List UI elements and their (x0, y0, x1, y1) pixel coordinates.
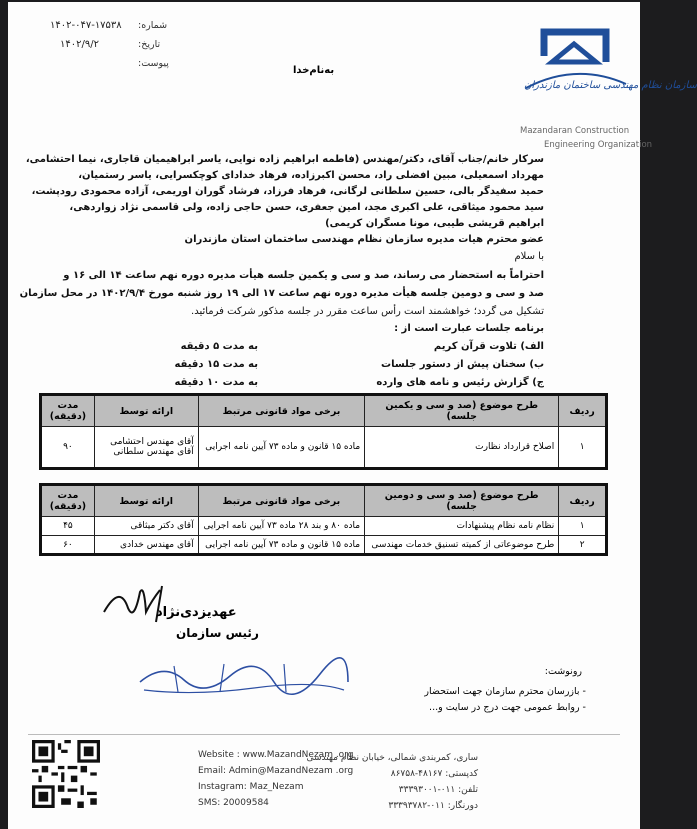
org-logo (516, 22, 697, 122)
row-number: ۲ (559, 536, 607, 555)
footer-sms: SMS: 20009584 (198, 798, 269, 808)
table-header-row (41, 395, 607, 427)
org-name-fa: سازمان نظام مهندسی ساختمان مازندران (524, 80, 697, 91)
table-row (41, 517, 607, 536)
col-header-duration: مدت (دقیقه) (41, 485, 95, 517)
program-item-2: ب) سخنان پیش از دستور جلسات (381, 359, 544, 370)
footer-phone: تلفن: ۰۱۱-۳۳۳۹۳۰۰۱ (398, 785, 478, 795)
col-header-row-number: ردیف (559, 395, 607, 427)
date-label: تاریخ: (138, 39, 161, 50)
col-header-duration: مدت (دقیقه) (41, 395, 95, 427)
col-header-subject: طرح موضوع (صد و سی و دومین جلسه) (365, 485, 559, 517)
org-name-en-2: Engineering Organization (544, 140, 653, 150)
col-header-subject: طرح موضوع (صد و سی و یکمین جلسه) (365, 395, 559, 427)
program-item-1: الف) تلاوت قرآن کریم (433, 341, 544, 352)
col-header-presenter: ارائه توسط (94, 395, 198, 427)
table-row (41, 536, 607, 555)
row-number: ۱ (559, 427, 607, 469)
paragraph-line-3: تشکیل می گردد؛ خواهشمند است رأس ساعت مقرر در جلسه مذکور شرکت فرمائید. (191, 306, 544, 317)
paragraph-line-2: صد و سی و دومین جلسه هیأت مدیره دوره نهم ساعت ۱۷ الی ۱۹ روز شنبه مورخ ۱۴۰۲/۹/۴ در محل سازمان (19, 288, 544, 299)
row-legal: ماده ۱۵ قانون و ماده ۷۳ آیین نامه اجرایی (198, 427, 365, 469)
col-header-legal: برخی مواد قانونی مرتبط (198, 485, 365, 517)
row-duration: ۴۵ (41, 517, 95, 536)
table-header-row (41, 485, 607, 517)
paragraph-line-1: احتراماً به استحضار می رساند، صد و سی و یکمین جلسه هیأت مدیره دوره نهم ساعت ۱۴ الی ۱۶ و (63, 270, 544, 281)
cc-title: رونوشت: (544, 666, 582, 677)
number-label: شماره: (138, 20, 168, 31)
footer-address: ساری، کمربندی شمالی، خیابان نظام مهندسی (306, 753, 478, 763)
recipient-line-1: سرکار خانم/جناب آقای، دکتر/مهندس (فاطمه ابراهیم زاده نوایی، یاسر ابراهیمیان قاجاری، نیما احتشامی، (25, 154, 544, 165)
footer-website[interactable]: Website : www.MazandNezam .org (198, 750, 354, 760)
col-header-presenter: ارائه توسط (94, 485, 198, 517)
program-duration-1: به مدت ۵ دقیقه (180, 341, 258, 352)
col-header-legal: برخی مواد قانونی مرتبط (198, 395, 365, 427)
presenter-1: آقای مهندس احتشامی (110, 437, 194, 447)
program-item-3: ج) گزارش رئیس و نامه های وارده (376, 377, 544, 388)
row-subject: نظام نامه نظام پیشنهادات (365, 517, 559, 536)
row-legal: ماده ۱۵ قانون و ماده ۷۳ آیین نامه اجرایی (198, 536, 365, 555)
signer-title: رئیس سازمان (176, 626, 259, 640)
letter-date: ۱۴۰۲/۹/۲ (60, 39, 99, 50)
org-name-en-1: Mazandaran Construction (520, 126, 630, 136)
row-duration: ۶۰ (41, 536, 95, 555)
footer-divider (28, 734, 620, 735)
recipient-line-5: ابراهیم قریشی طیبی، مونا مسگران کریمی) (325, 218, 544, 229)
row-subject: طرح موضوعاتی از کمیته تسنیق خدمات مهندسی (365, 536, 559, 555)
program-title: برنامه جلسات عبارت است از : (394, 323, 544, 334)
footer-postal-code: کدپستی: ۴۸۱۶۷-۸۶۷۵۸ (390, 769, 478, 779)
presenter-2: آقای مهندس سلطانی (113, 447, 194, 457)
row-presenter (94, 427, 198, 469)
cc-line-2: - روابط عمومی جهت درج در سایت و... (429, 702, 586, 713)
row-presenter: آقای دکتر میثاقی (94, 517, 198, 536)
letter-number: ۱۴۰۲-۰۴۷-۱۷۵۳۸ (50, 20, 122, 31)
row-subject: اصلاح قرارداد نظارت (365, 427, 559, 469)
col-header-row-number: ردیف (559, 485, 607, 517)
qr-code-icon[interactable] (32, 740, 100, 808)
cc-line-1: - بازرسان محترم سازمان جهت استحضار (424, 686, 586, 697)
row-duration: ۹۰ (41, 427, 95, 469)
recipient-line-2: مهرداد اسمعیلی، مبین افضلی راد، محسن اکبرزاده، فرهاد خدادای کوچکسرایی، یاسر رستمیان، (78, 170, 544, 181)
footer-email[interactable]: Email: Admin@MazandNezam .org (198, 766, 354, 776)
program-duration-3: به مدت ۱۰ دقیقه (174, 377, 258, 388)
row-legal: ماده ۸۰ و بند ۲۸ ماده ۷۳ آیین نامه اجرایی (198, 517, 365, 536)
footer-fax: دورنگار: ۰۱۱-۳۳۳۹۳۷۸۲ (388, 801, 478, 811)
bismillah: به‌نام‌خدا (293, 65, 335, 76)
signer-name: عهدیزدی‌نژاد (156, 605, 237, 620)
footer-instagram[interactable]: Instagram: Maz_Nezam (198, 782, 304, 792)
org-stamp-icon (134, 652, 354, 700)
agenda-table-1 (39, 393, 608, 470)
row-number: ۱ (559, 517, 607, 536)
attachment-label: پیوست: (138, 58, 169, 69)
recipient-line-3: حمید سفیدگر بالی، حسین سلطانی لرگانی، فرهاد فرزاد، فرشاد گوران اوریمی، آزاده محمودی رودپشت، (31, 186, 544, 197)
recipient-line-4: سید محمود میثاقی، علی اکبری مجد، امین جعفری، حسن حاجی زاده، ولی قاسمی نژاد زواردهی، (69, 202, 544, 213)
program-duration-2: به مدت ۱۵ دقیقه (174, 359, 258, 370)
row-presenter: آقای مهندس خدادی (94, 536, 198, 555)
recipient-title: عضو محترم هیات مدیره سازمان نظام مهندسی ساختمان استان مازندران (184, 234, 544, 245)
table-row (41, 427, 607, 469)
letter-page (8, 2, 697, 829)
agenda-table-2 (39, 483, 608, 556)
greeting: با سلام (514, 251, 544, 262)
